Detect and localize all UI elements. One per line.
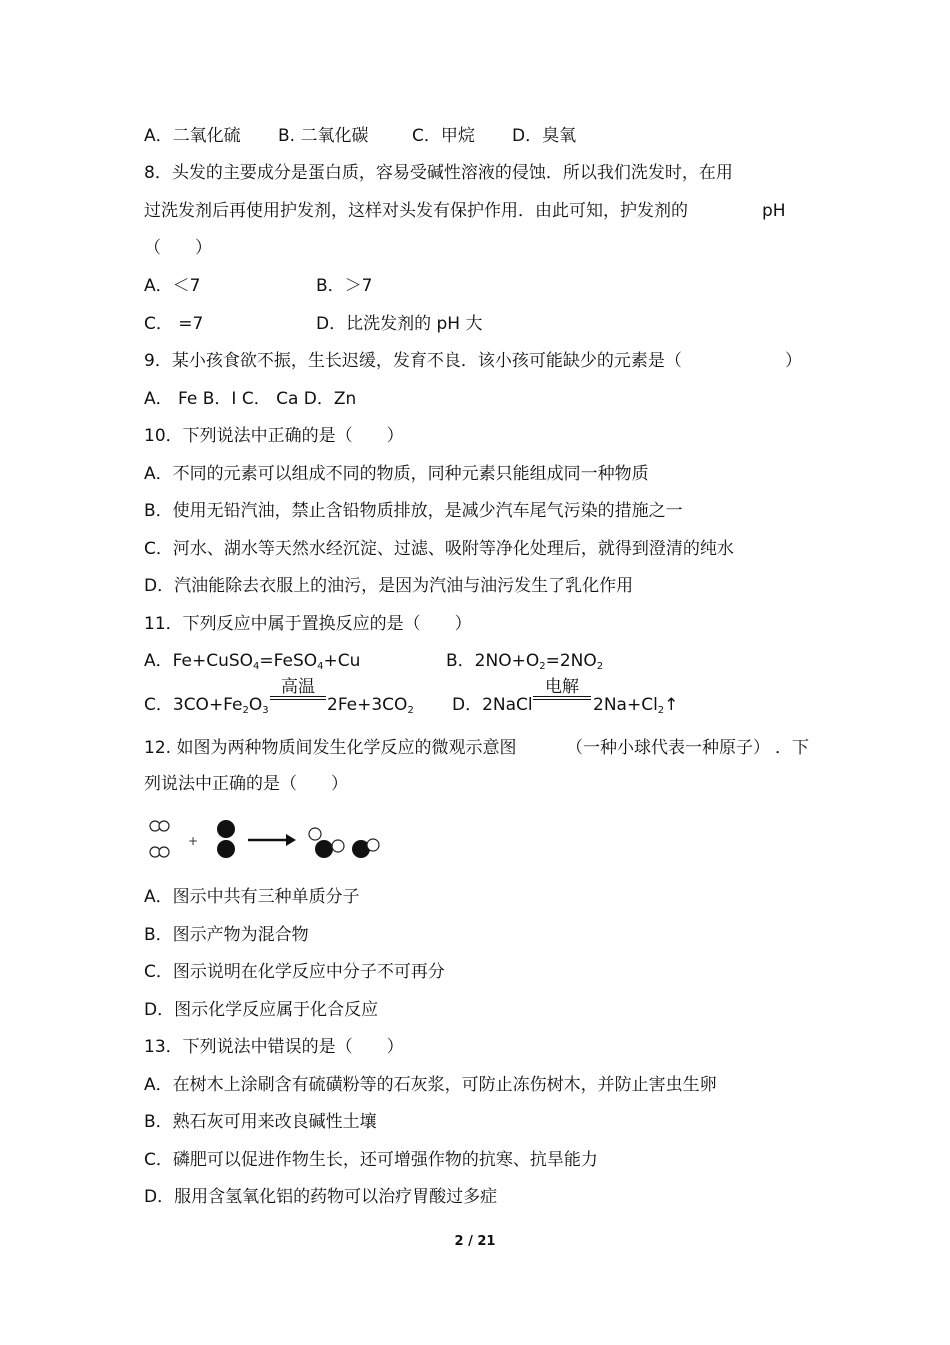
q8-stem-line1: 8．头发的主要成分是蛋白质，容易受碱性溶液的侵蚀．所以我们洗发时，在用 [144,163,733,183]
q8-option-c: C． =7 [144,314,204,334]
q11-option-c-reaction-arrow [270,678,326,700]
page-number: 2 / 21 [454,1234,496,1249]
q13-stem: 13．下列说法中错误的是（ ） [144,1037,404,1057]
q12-option-d: D．图示化学反应属于化合反应 [144,1000,379,1020]
q10-option-a: A．不同的元素可以组成不同的物质，同种元素只能组成同一种物质 [144,464,649,484]
reactant-white-molecules [150,821,169,857]
subscript: 2 [242,705,249,716]
q7-option-b: B. 二氧化碳 [278,126,369,146]
subscript: 3 [262,705,269,716]
equation-term: 3CO+Fe [172,695,243,715]
q12-stem-end: ．下 [775,738,809,758]
q13-option-a: A．在树木上涂刷含有硫磺粉等的石灰浆，可防止冻伤树木，并防止害虫生卵 [144,1075,717,1095]
gas-arrow: ↑ [664,695,679,715]
equation-term: 2NaCl [482,695,533,715]
reaction-condition: 电解 [545,677,579,697]
q11-option-c-right [327,694,414,722]
plus-sign: + [188,834,199,848]
q11-option-b [446,650,603,678]
q8-stem-line2: 过洗发剂后再使用护发剂，这样对头发有保护作用．由此可知，护发剂的 [144,201,688,221]
q11-stem: 11．下列反应中属于置换反应的是（ ） [144,614,472,634]
q12-option-c: C．图示说明在化学反应中分子不可再分 [144,962,445,982]
q11-option-d-reaction-arrow [533,678,591,700]
q12-stem-note: （一种小球代表一种原子） [566,738,770,758]
q12-stem-line1: 12. 如图为两种物质间发生化学反应的微观示意图 [144,738,517,758]
equation-term: 2Fe+3CO [327,695,408,715]
q11-option-d-label: D． [452,695,483,715]
q11-option-d-left [452,694,533,716]
equation-term: =2NO [545,651,597,671]
q12-option-a: A．图示中共有三种单质分子 [144,887,360,907]
q12-option-b: B．图示产物为混合物 [144,925,309,945]
q11-option-c-left [144,694,269,722]
equation-term: O [248,695,263,715]
subscript: 4 [317,661,324,672]
reaction-condition: 高温 [281,677,315,697]
q11-option-d-right [593,694,678,722]
q9-options: A． Fe B．I C． Ca D．Zn [144,389,357,409]
q7-option-c: C．甲烷 [412,126,475,146]
q8-stem-ph: pH [762,201,786,221]
q10-stem: 10．下列说法中正确的是（ ） [144,426,404,446]
subscript: 2 [407,705,414,716]
subscript: 4 [253,661,260,672]
reaction-arrow-icon [248,834,296,846]
q8-option-a: A．＜7 [144,276,201,296]
q13-option-c: C．磷肥可以促进作物生长，还可增强作物的抗寒、抗旱能力 [144,1150,598,1170]
q7-option-a: A．二氧化硫 [144,126,241,146]
equation-term: =FeSO [259,651,318,671]
q12-stem-line2: 列说法中正确的是（ ） [144,774,348,794]
q8-option-b: B．＞7 [316,276,373,296]
product-molecule-1 [309,828,344,858]
q11-option-a-label: A． [144,651,173,671]
q11-option-a [144,650,360,678]
equation-term: +Cu [323,651,361,671]
reactant-black-molecule [217,820,235,858]
q11-option-b-label: B． [446,651,475,671]
q7-option-d: D．臭氧 [512,126,577,146]
q8-option-d: D．比洗发剂的 pH 大 [316,314,483,334]
product-molecule-2 [352,839,379,858]
q13-option-b: B．熟石灰可用来改良碱性土壤 [144,1112,377,1132]
q13-option-d: D．服用含氢氧化铝的药物可以治疗胃酸过多症 [144,1187,498,1207]
q11-option-c-label: C． [144,695,173,715]
equation-term: 2Na+Cl [593,695,658,715]
equation-term: Fe+CuSO [172,651,254,671]
subscript: 2 [539,661,546,672]
q9-stem-end: ） [785,351,802,371]
q10-option-c: C．河水、湖水等天然水经沉淀、过滤、吸附等净化处理后，就得到澄清的纯水 [144,539,734,559]
subscript: 2 [657,705,665,716]
q8-answer-blank: （ ） [144,238,212,258]
q10-option-b: B．使用无铅汽油，禁止含铅物质排放，是减少汽车尾气污染的措施之一 [144,501,683,521]
subscript: 2 [596,661,604,672]
reaction-diagram [144,812,389,872]
q10-option-d: D．汽油能除去衣服上的油污，是因为汽油与油污发生了乳化作用 [144,576,634,596]
q9-stem: 9．某小孩食欲不振，生长迟缓，发育不良．该小孩可能缺少的元素是（ [144,351,682,371]
equation-term: 2NO+O [474,651,540,671]
